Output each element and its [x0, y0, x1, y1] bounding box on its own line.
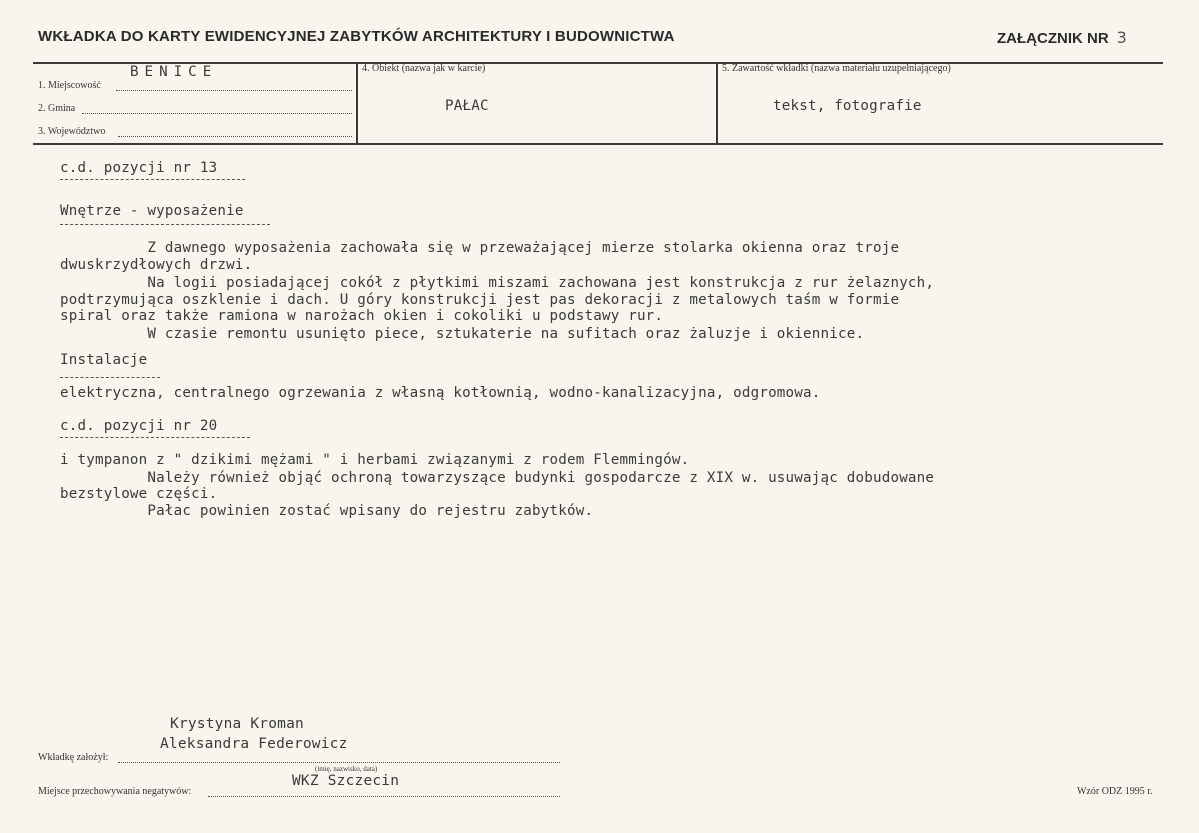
heading-installations: Instalacje [60, 352, 148, 368]
author-line [118, 762, 560, 763]
form-divider-1 [356, 62, 358, 144]
storage-value: WKZ Szczecin [292, 773, 400, 789]
field-object-label: 4. Obiekt (nazwa jak w karcie) [362, 63, 486, 74]
field-voivodeship-label: 3. Województwo [38, 126, 106, 137]
paragraph-installations: elektryczna, centralnego ogrzewania z własną kotłownią, wodno-kanalizacyjna, odgromowa. [60, 385, 821, 401]
heading-position-13: c.d. pozycji nr 13 [60, 160, 218, 176]
author-hint: (imię, nazwisko, data) [315, 765, 378, 773]
field-contents-value: tekst, fotografie [773, 98, 922, 114]
paragraph-5-line-2: Należy również objąć ochroną towarzyszące budynki gospodarcze z XIX w. usuwając dobudowane [60, 470, 935, 486]
field-commune-line [82, 113, 352, 114]
annex-number [997, 28, 1127, 47]
paragraph-2-line-1: Na logii posiadającej cokół z płytkimi miszami zachowana jest konstrukcja z rur żelaznych, [60, 275, 935, 291]
heading-interior-underline [60, 224, 270, 225]
author-name-1: Krystyna Kroman [170, 716, 304, 732]
paragraph-1-line-1: Z dawnego wyposażenia zachowała się w przeważającej mierze stolarka okienna oraz troje [60, 240, 900, 256]
field-voivodeship-line [118, 136, 352, 137]
form-divider-2 [716, 62, 718, 144]
paragraph-3-line-1: W czasie remontu usunięto piece, sztukaterie na sufitach oraz żaluzje i okiennice. [60, 326, 865, 342]
heading-interior: Wnętrze - wyposażenie [60, 203, 244, 219]
field-object-value: PAŁAC [445, 98, 489, 114]
paragraph-2-line-2: podtrzymująca oszklenie i dach. U góry konstrukcji jest pas dekoracji z metalowych taśm w formie [60, 292, 900, 308]
paragraph-2-line-3: spiral oraz także ramiona w narożach okien i cokoliki u podstawy rur. [60, 308, 664, 324]
document-title: WKŁADKA DO KARTY EWIDENCYJNEJ ZABYTKÓW ARCHITEKTURY I BUDOWNICTWA [38, 28, 675, 45]
heading-position-13-underline [60, 179, 245, 180]
annex-label: ZAŁĄCZNIK NR [997, 30, 1109, 47]
annex-number-value: 3 [1116, 28, 1127, 47]
heading-position-20-underline [60, 437, 250, 438]
template-id: Wzór ODZ 1995 r. [1077, 786, 1153, 797]
field-commune-label: 2. Gmina [38, 103, 76, 114]
author-label: Wkładkę założył: [38, 752, 109, 763]
storage-line [208, 796, 560, 797]
form-bottom-rule [33, 143, 1163, 145]
author-name-2: Aleksandra Federowicz [160, 736, 348, 752]
field-locality-line [116, 90, 352, 91]
heading-position-20: c.d. pozycji nr 20 [60, 418, 218, 434]
paragraph-5-line-1: i tympanon z " dzikimi mężami " i herbami związanymi z rodem Flemmingów. [60, 452, 690, 468]
paragraph-1-line-2: dwuskrzydłowych drzwi. [60, 257, 253, 273]
field-locality-value: BENICE [130, 64, 218, 80]
heading-installations-underline [60, 377, 160, 378]
paragraph-5-line-3: bezstylowe części. [60, 486, 218, 502]
field-contents-label: 5. Zawartość wkładki (nazwa materiału uzupełniającego) [722, 63, 951, 74]
paragraph-6-line-1: Pałac powinien zostać wpisany do rejestru zabytków. [60, 503, 594, 519]
field-locality-label: 1. Miejscowość [38, 80, 101, 91]
storage-label: Miejsce przechowywania negatywów: [38, 786, 192, 797]
